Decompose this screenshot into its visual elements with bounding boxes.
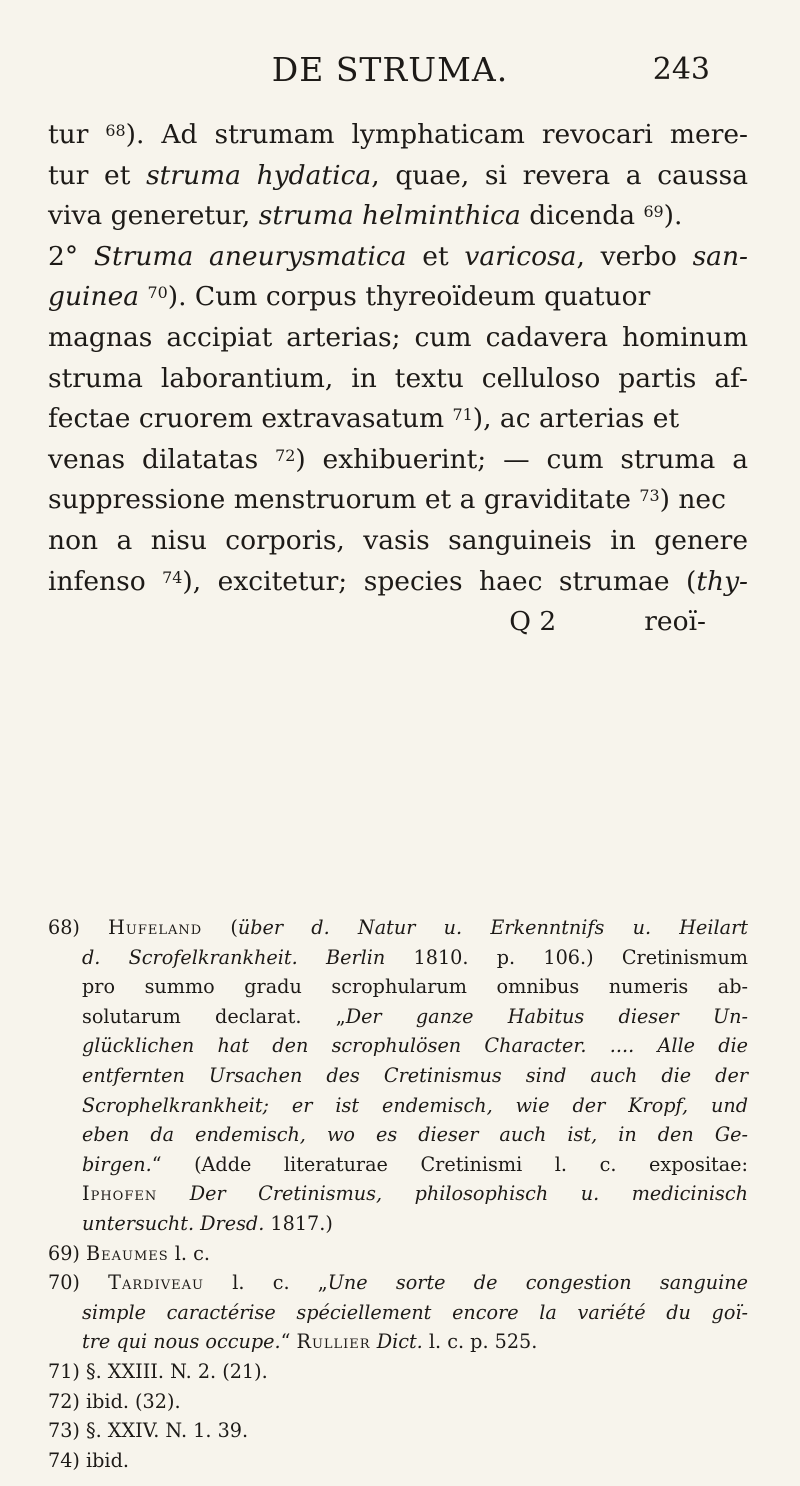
footnote-ref: 68 <box>105 120 126 140</box>
footnote-number: 71) <box>48 1359 87 1383</box>
footnote-number: 68) <box>48 916 109 939</box>
footnote-ref: 73 <box>639 486 660 506</box>
text-run: ) exhibuerint; — cum struma a <box>295 443 748 475</box>
footnote-number: 73) <box>48 1419 87 1443</box>
text-line <box>48 1239 748 1269</box>
text-run: , verbo <box>576 240 693 272</box>
text-line <box>48 1150 748 1180</box>
text-line <box>48 1209 748 1239</box>
text-run <box>139 281 147 312</box>
text-run: pro summo gradu scrophularum omnibus numeris ab- <box>82 975 748 999</box>
footnote-ref: 72 <box>275 445 296 465</box>
text-line <box>48 359 748 400</box>
text-run: 1810. p. 106.) Cretinismum <box>385 945 748 969</box>
text-run: fectae cruorem extravasatum <box>48 403 453 435</box>
text-line <box>48 972 748 1002</box>
text-line <box>48 480 748 521</box>
text-run: solutarum declarat. „ <box>82 1004 346 1028</box>
text-run: struma laborantium, in textu celluloso partis af- <box>48 362 748 394</box>
text-line <box>48 521 748 562</box>
text-run: ), excitetur; species haec strumae ( <box>182 565 697 597</box>
text-run: ) nec <box>659 484 726 516</box>
text-line <box>48 1031 748 1061</box>
text-run: ), ac arterias et <box>472 403 680 435</box>
text-line <box>48 115 748 156</box>
text-run: ). Ad strumam lymphaticam revocari mere- <box>125 119 748 150</box>
text-run: Une sorte de congestion sanguine <box>327 1271 748 1295</box>
text-run: §. XXIII. N. 2. (21). <box>86 1359 268 1383</box>
text-line <box>48 1298 748 1328</box>
text-line <box>48 1120 748 1150</box>
text-line <box>48 318 748 359</box>
footnote-ref: 71 <box>452 405 473 425</box>
text-run: viva generetur, <box>48 200 259 232</box>
footnote-number: 70) <box>48 1271 109 1295</box>
text-line <box>48 913 748 943</box>
running-header <box>70 50 710 90</box>
text-run: ibid. <box>86 1448 129 1472</box>
footnote-ref: 74 <box>162 567 183 587</box>
text-line <box>48 1446 748 1476</box>
text-line <box>48 1357 748 1387</box>
text-line <box>48 1091 748 1121</box>
author-name: Hufeland <box>108 916 203 939</box>
footnotes <box>48 913 748 1475</box>
text-run: birgen. <box>82 1152 152 1176</box>
text-run: guinea <box>48 281 140 313</box>
text-run: 1817.) <box>264 1211 333 1235</box>
author-name: Beaumes <box>86 1241 169 1265</box>
footnote-ref: 69 <box>643 202 664 222</box>
text-run: l. c. <box>168 1241 210 1265</box>
text-run: , quae, si revera a caussa <box>371 159 748 191</box>
main-text <box>48 115 748 643</box>
text-run: Der Cretinismus, philosophisch u. medicinisch <box>189 1182 748 1206</box>
text-line <box>48 156 748 197</box>
text-run: thy- <box>696 565 749 597</box>
text-run: ). Cum corpus thyreoïdeum quatuor <box>167 281 651 313</box>
signature-line <box>48 602 748 643</box>
text-run: infenso <box>48 565 163 597</box>
text-run: tre qui nous occupe. <box>82 1330 281 1354</box>
text-run: san- <box>692 240 748 272</box>
text-line <box>48 1416 748 1446</box>
text-run: eben da endemisch, wo es dieser auch ist, in den Ge- <box>82 1123 748 1147</box>
author-name: Rullier <box>296 1330 371 1354</box>
text-run: tur <box>48 119 106 150</box>
text-run: untersucht. Dresd. <box>82 1211 265 1235</box>
text-run: dicenda <box>520 200 644 232</box>
text-line <box>48 277 748 318</box>
text-run: Struma aneurysmatica <box>93 240 407 272</box>
text-run: §. XXIV. N. 1. 39. <box>86 1419 249 1443</box>
text-line <box>48 943 748 973</box>
text-run: simple caractérise spéciellement encore la variété du goï- <box>82 1300 748 1324</box>
running-title: DE STRUMA. <box>271 50 509 89</box>
signature-mark: Q 2 <box>509 606 557 638</box>
text-line <box>48 1268 748 1298</box>
text-run: entfernten Ursachen des Cretinismus sind auch die der <box>82 1063 748 1087</box>
author-name: Tardiveau <box>108 1271 204 1295</box>
text-line <box>48 237 748 278</box>
text-run: l. c. p. 525. <box>422 1330 538 1354</box>
text-run: non a nisu corporis, vasis sanguineis in genere <box>48 524 748 556</box>
text-run: magnas accipiat arterias; cum cadavera hominum <box>48 321 748 353</box>
text-run: venas dilatatas <box>48 443 276 475</box>
footnote-ref: 70 <box>147 283 168 303</box>
text-run: über d. Natur u. Erkenntnifs u. Heilart <box>237 916 748 939</box>
text-run: ). <box>663 200 683 232</box>
text-line <box>48 1179 748 1209</box>
text-run: d. Scrofelkrankheit. Berlin <box>82 945 386 969</box>
footnote-number: 69) <box>48 1241 87 1265</box>
text-line <box>48 399 748 440</box>
text-line <box>48 1327 748 1357</box>
text-run: ( <box>202 916 238 939</box>
text-run: tur et <box>48 159 147 191</box>
text-run: “ (Adde literaturae Cretinismi l. c. expositae: <box>151 1152 748 1176</box>
text-line <box>48 1061 748 1091</box>
text-line <box>48 1002 748 1032</box>
text-run: struma helminthica <box>258 200 521 232</box>
text-run: 2° <box>48 240 94 272</box>
text-line <box>48 562 748 603</box>
author-name: Iphofen <box>82 1182 158 1206</box>
text-run: Scrophelkrankheit; er ist endemisch, wie der Kropf, und <box>82 1093 748 1117</box>
text-run: varicosa <box>464 240 577 272</box>
text-run: l. c. „ <box>203 1271 328 1295</box>
catchword: reoï- <box>644 606 706 638</box>
text-line <box>48 196 748 237</box>
text-run: struma hydatica <box>146 159 372 191</box>
text-run: Dict. <box>376 1330 423 1354</box>
text-run: glücklichen hat den scrophulösen Character. .... Alle die <box>82 1034 748 1058</box>
text-line <box>48 1387 748 1417</box>
text-run: Der ganze Habitus dieser Un- <box>345 1004 748 1028</box>
footnote-number: 72) <box>48 1389 87 1413</box>
text-run <box>157 1182 190 1205</box>
text-run: et <box>406 240 465 272</box>
footnote-number: 74) <box>48 1448 87 1472</box>
text-run: “ <box>280 1330 297 1354</box>
text-run: ibid. (32). <box>86 1389 181 1413</box>
text-run: suppressione menstruorum et a graviditate <box>48 484 640 516</box>
page-number: 243 <box>652 52 710 87</box>
text-line <box>48 440 748 481</box>
